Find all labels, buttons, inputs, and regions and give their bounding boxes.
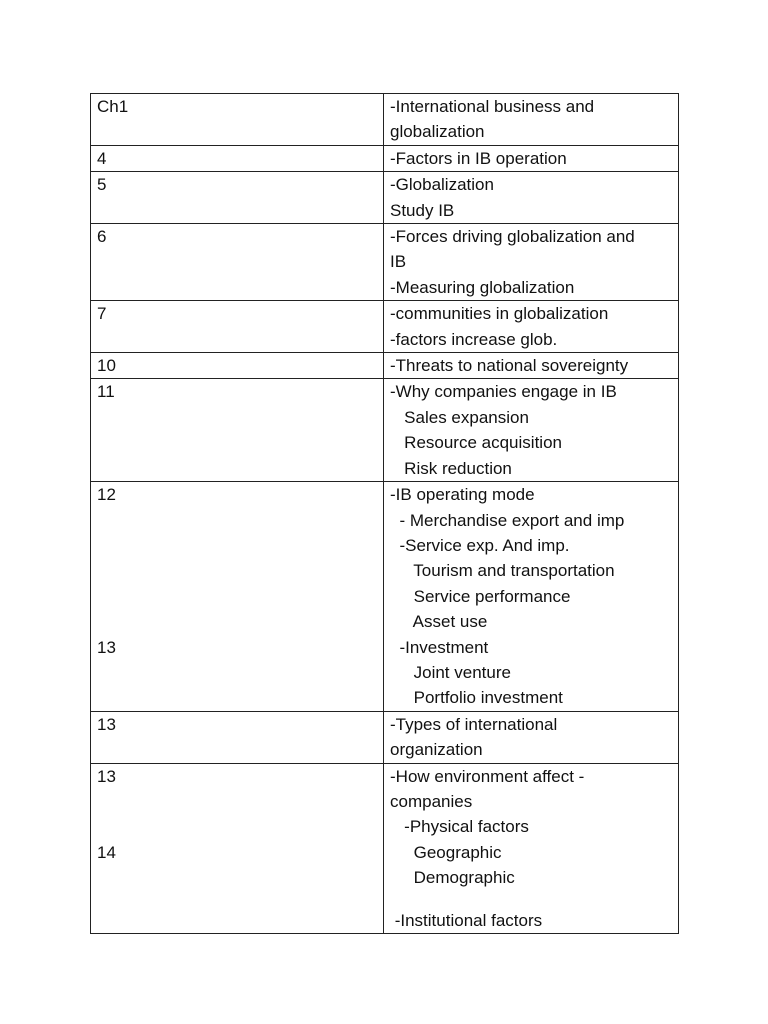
topic-line: -communities in globalization	[390, 304, 609, 324]
table-row	[91, 763, 679, 933]
page-number-cell	[91, 224, 384, 301]
topic-cell	[384, 224, 679, 301]
page-number: 11	[97, 382, 115, 402]
topic-line: -Physical factors	[390, 817, 529, 837]
table-row	[91, 711, 679, 763]
page-number	[97, 685, 377, 710]
blank-line	[390, 891, 672, 908]
page-number: 14	[97, 842, 116, 862]
topic-line: Demographic	[390, 868, 515, 888]
topic-line: -Forces driving globalization and	[390, 227, 635, 247]
page-number	[97, 508, 377, 533]
topic-line: -Globalization	[390, 175, 494, 195]
topic-line: -How environment affect -	[390, 766, 585, 786]
page-number: 5	[97, 175, 107, 195]
topic-cell	[384, 301, 679, 353]
table-row	[91, 301, 679, 353]
topic-cell	[384, 482, 679, 712]
page-number	[97, 789, 377, 814]
page-number-cell	[91, 94, 384, 146]
topic-line: - Merchandise export and imp	[390, 510, 625, 530]
page-number	[97, 584, 377, 609]
topic-cell	[384, 353, 679, 379]
topic-cell	[384, 379, 679, 482]
page-number	[97, 558, 377, 583]
table-row	[91, 94, 679, 146]
topic-line: Tourism and transportation	[390, 561, 615, 581]
page-number-cell	[91, 353, 384, 379]
topic-line: Study IB	[390, 200, 455, 220]
topic-line: -International business and	[390, 97, 595, 116]
topic-line: -factors increase glob.	[390, 329, 558, 349]
topic-line: -Investment	[390, 637, 489, 657]
topic-line: -Types of international	[390, 714, 558, 734]
page-number: 7	[97, 304, 107, 324]
page-number-cell	[91, 172, 384, 224]
table-row	[91, 172, 679, 224]
page-number: 13	[97, 714, 116, 734]
table-row	[91, 145, 679, 171]
topic-line: -Threats to national sovereignty	[390, 356, 629, 376]
table-row	[91, 224, 679, 301]
page-number-cell	[91, 301, 384, 353]
page-number: 13	[97, 766, 116, 786]
table-row	[91, 482, 679, 712]
topic-line: -Measuring globalization	[390, 277, 575, 297]
page-number: Ch1	[97, 97, 129, 116]
page-number-cell	[91, 482, 384, 712]
page-number	[97, 814, 377, 839]
topic-cell	[384, 145, 679, 171]
page-number: 4	[97, 148, 107, 168]
topic-line: -Institutional factors	[390, 910, 543, 930]
page-number	[97, 609, 377, 634]
page-number-cell	[91, 145, 384, 171]
topic-line: Resource acquisition	[390, 433, 562, 453]
topic-line: Joint venture	[390, 662, 511, 682]
page-number-cell	[91, 379, 384, 482]
page-number	[97, 533, 377, 558]
topic-cell	[384, 172, 679, 224]
topic-cell	[384, 94, 679, 146]
table-row	[91, 353, 679, 379]
topic-line: Portfolio investment	[390, 688, 563, 708]
topic-line: -Why companies engage in IB	[390, 382, 617, 402]
topic-cell	[384, 763, 679, 933]
topic-line: globalization	[390, 122, 485, 142]
page-number-cell	[91, 763, 384, 933]
table-row	[91, 379, 679, 482]
topic-line: Risk reduction	[390, 458, 512, 478]
topic-line: -IB operating mode	[390, 485, 535, 505]
chapter-page-table	[90, 93, 679, 934]
page-number: 13	[97, 637, 116, 657]
topic-cell	[384, 711, 679, 763]
topic-line: companies	[390, 791, 473, 811]
page-number: 6	[97, 227, 107, 247]
page-number-cell	[91, 711, 384, 763]
topic-line: -Factors in IB operation	[390, 148, 567, 168]
topic-line: Geographic	[390, 842, 502, 862]
topic-line: Sales expansion	[390, 407, 529, 427]
topic-line: organization	[390, 740, 483, 760]
page-number: 12	[97, 485, 116, 505]
topic-line: Service performance	[390, 586, 571, 606]
topic-line: Asset use	[390, 612, 488, 632]
topic-line: -Service exp. And imp.	[390, 535, 570, 555]
page-number: 10	[97, 356, 116, 376]
page-number	[97, 660, 377, 685]
topic-line: IB	[390, 252, 407, 272]
